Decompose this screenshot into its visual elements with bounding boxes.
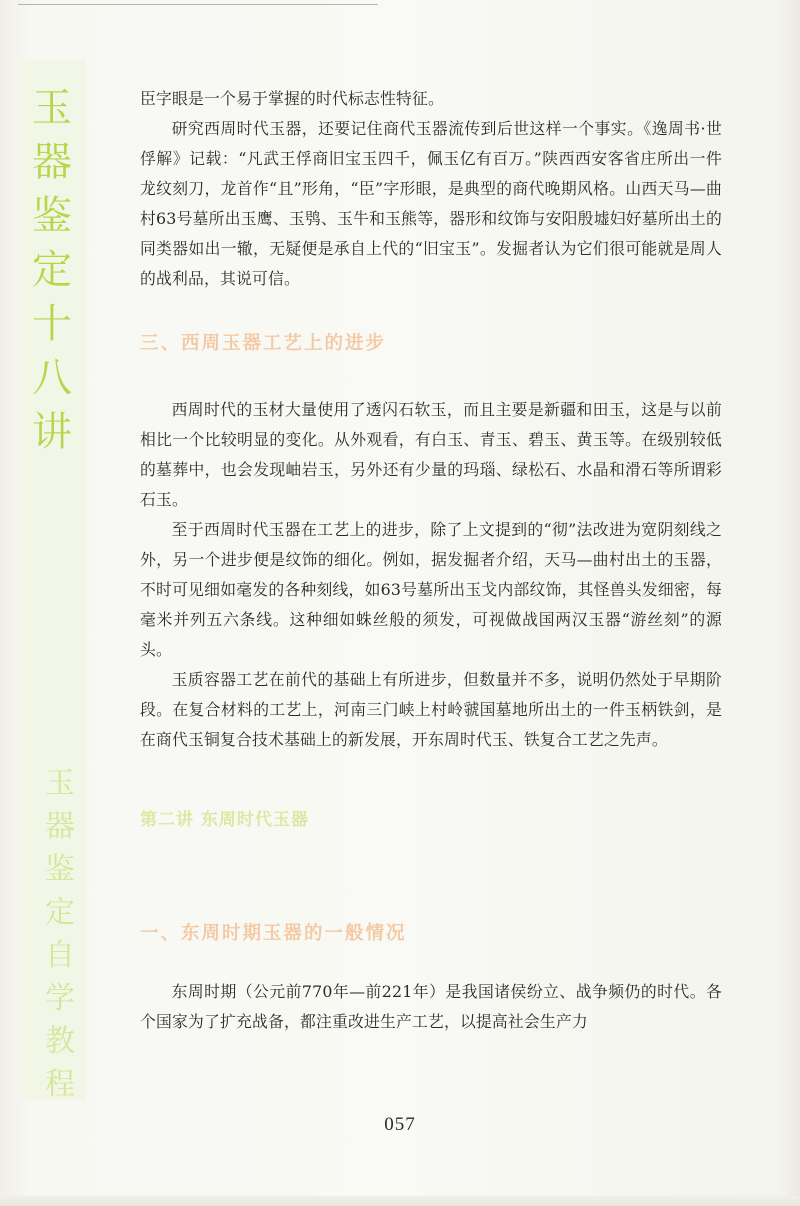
series-title-char: 定 xyxy=(45,895,75,930)
section-heading-eastern-zhou-overview: 一、东周时期玉器的一般情况 xyxy=(140,923,407,944)
page-bottom-edge xyxy=(0,1196,800,1206)
series-title-char: 鉴 xyxy=(45,852,75,887)
section-heading-western-zhou-craft: 三、西周玉器工艺上的进步 xyxy=(140,333,387,354)
book-title-char: 讲 xyxy=(32,409,72,455)
series-title-char: 玉 xyxy=(45,766,75,801)
book-title-char: 鉴 xyxy=(32,193,72,239)
book-title-char: 十 xyxy=(32,301,72,347)
series-title-char: 教 xyxy=(45,1024,75,1059)
book-title-char: 玉 xyxy=(32,85,72,131)
paragraph-eastern-zhou-intro: 东周时期（公元前770年—前221年）是我国诸侯纷立、战争频仍的时代。各个国家为了扩充战备，都注重改进生产工艺，以提高社会生产力 xyxy=(140,982,722,1031)
lecture-heading-eastern-zhou: 第二讲 东周时代玉器 xyxy=(140,810,309,830)
main-text xyxy=(140,84,722,1037)
page-number: 057 xyxy=(384,1114,416,1135)
book-title-char: 定 xyxy=(32,247,72,293)
book-title-vertical xyxy=(22,80,82,458)
series-title-vertical xyxy=(38,762,82,1106)
paragraph-craft-progress: 至于西周时代玉器在工艺上的进步，除了上文提到的“彻”法改进为宽阴刻线之外，另一个进步便是纹饰的细化。例如，据发掘者介绍，天马—曲村出土的玉器，不时可见细如毫发的各种刻线，如63号墓所出玉戈内部纹饰，其怪兽头发细密，每毫米并列五六条线。这种细如蛛丝般的须发，可视做战国两汉玉器“游丝刻”的源头。 xyxy=(140,520,722,659)
paragraph-jade-materials: 西周时代的玉材大量使用了透闪石软玉，而且主要是新疆和田玉，这是与以前相比一个比较明显的变化。从外观看，有白玉、青玉、碧玉、黄玉等。在级别较低的墓葬中，也会发现岫岩玉，另外还有少量的玛瑙、绿松石、水晶和滑石等所谓彩石玉。 xyxy=(140,400,722,509)
paragraph-composite-craft: 玉质容器工艺在前代的基础上有所进步，但数量并不多，说明仍然处于早期阶段。在复合材料的工艺上，河南三门峡上村岭虢国墓地所出土的一件玉柄铁剑，是在商代玉铜复合技术基础上的新发展，开东周时代玉、铁复合工艺之先声。 xyxy=(140,670,722,749)
top-rule xyxy=(18,4,378,5)
series-title-char: 自 xyxy=(45,938,75,973)
series-title-char: 器 xyxy=(45,809,75,844)
book-title-char: 器 xyxy=(32,139,72,185)
series-title-char: 学 xyxy=(45,981,75,1016)
paragraph-continued: 臣字眼是一个易于掌握的时代标志性特征。 xyxy=(140,89,444,108)
series-title-char: 程 xyxy=(45,1067,75,1102)
paragraph-shang-jade-legacy: 研究西周时代玉器，还要记住商代玉器流传到后世这样一个事实。《逸周书·世俘解》记载：“凡武王俘商旧宝玉四千，佩玉亿有百万。”陕西西安客省庄所出一件龙纹刻刀，龙首作“且”形角，“臣”字形眼，是典型的商代晚期风格。山西天马—曲村63号墓所出玉鹰、玉鸮、玉牛和玉熊等，器形和纹饰与安阳殷墟妇好墓所出土的同类器如出一辙，无疑便是承自上代的“旧宝玉”。发掘者认为它们很可能就是周人的战利品，其说可信。 xyxy=(140,119,722,288)
book-title-char: 八 xyxy=(32,355,72,401)
